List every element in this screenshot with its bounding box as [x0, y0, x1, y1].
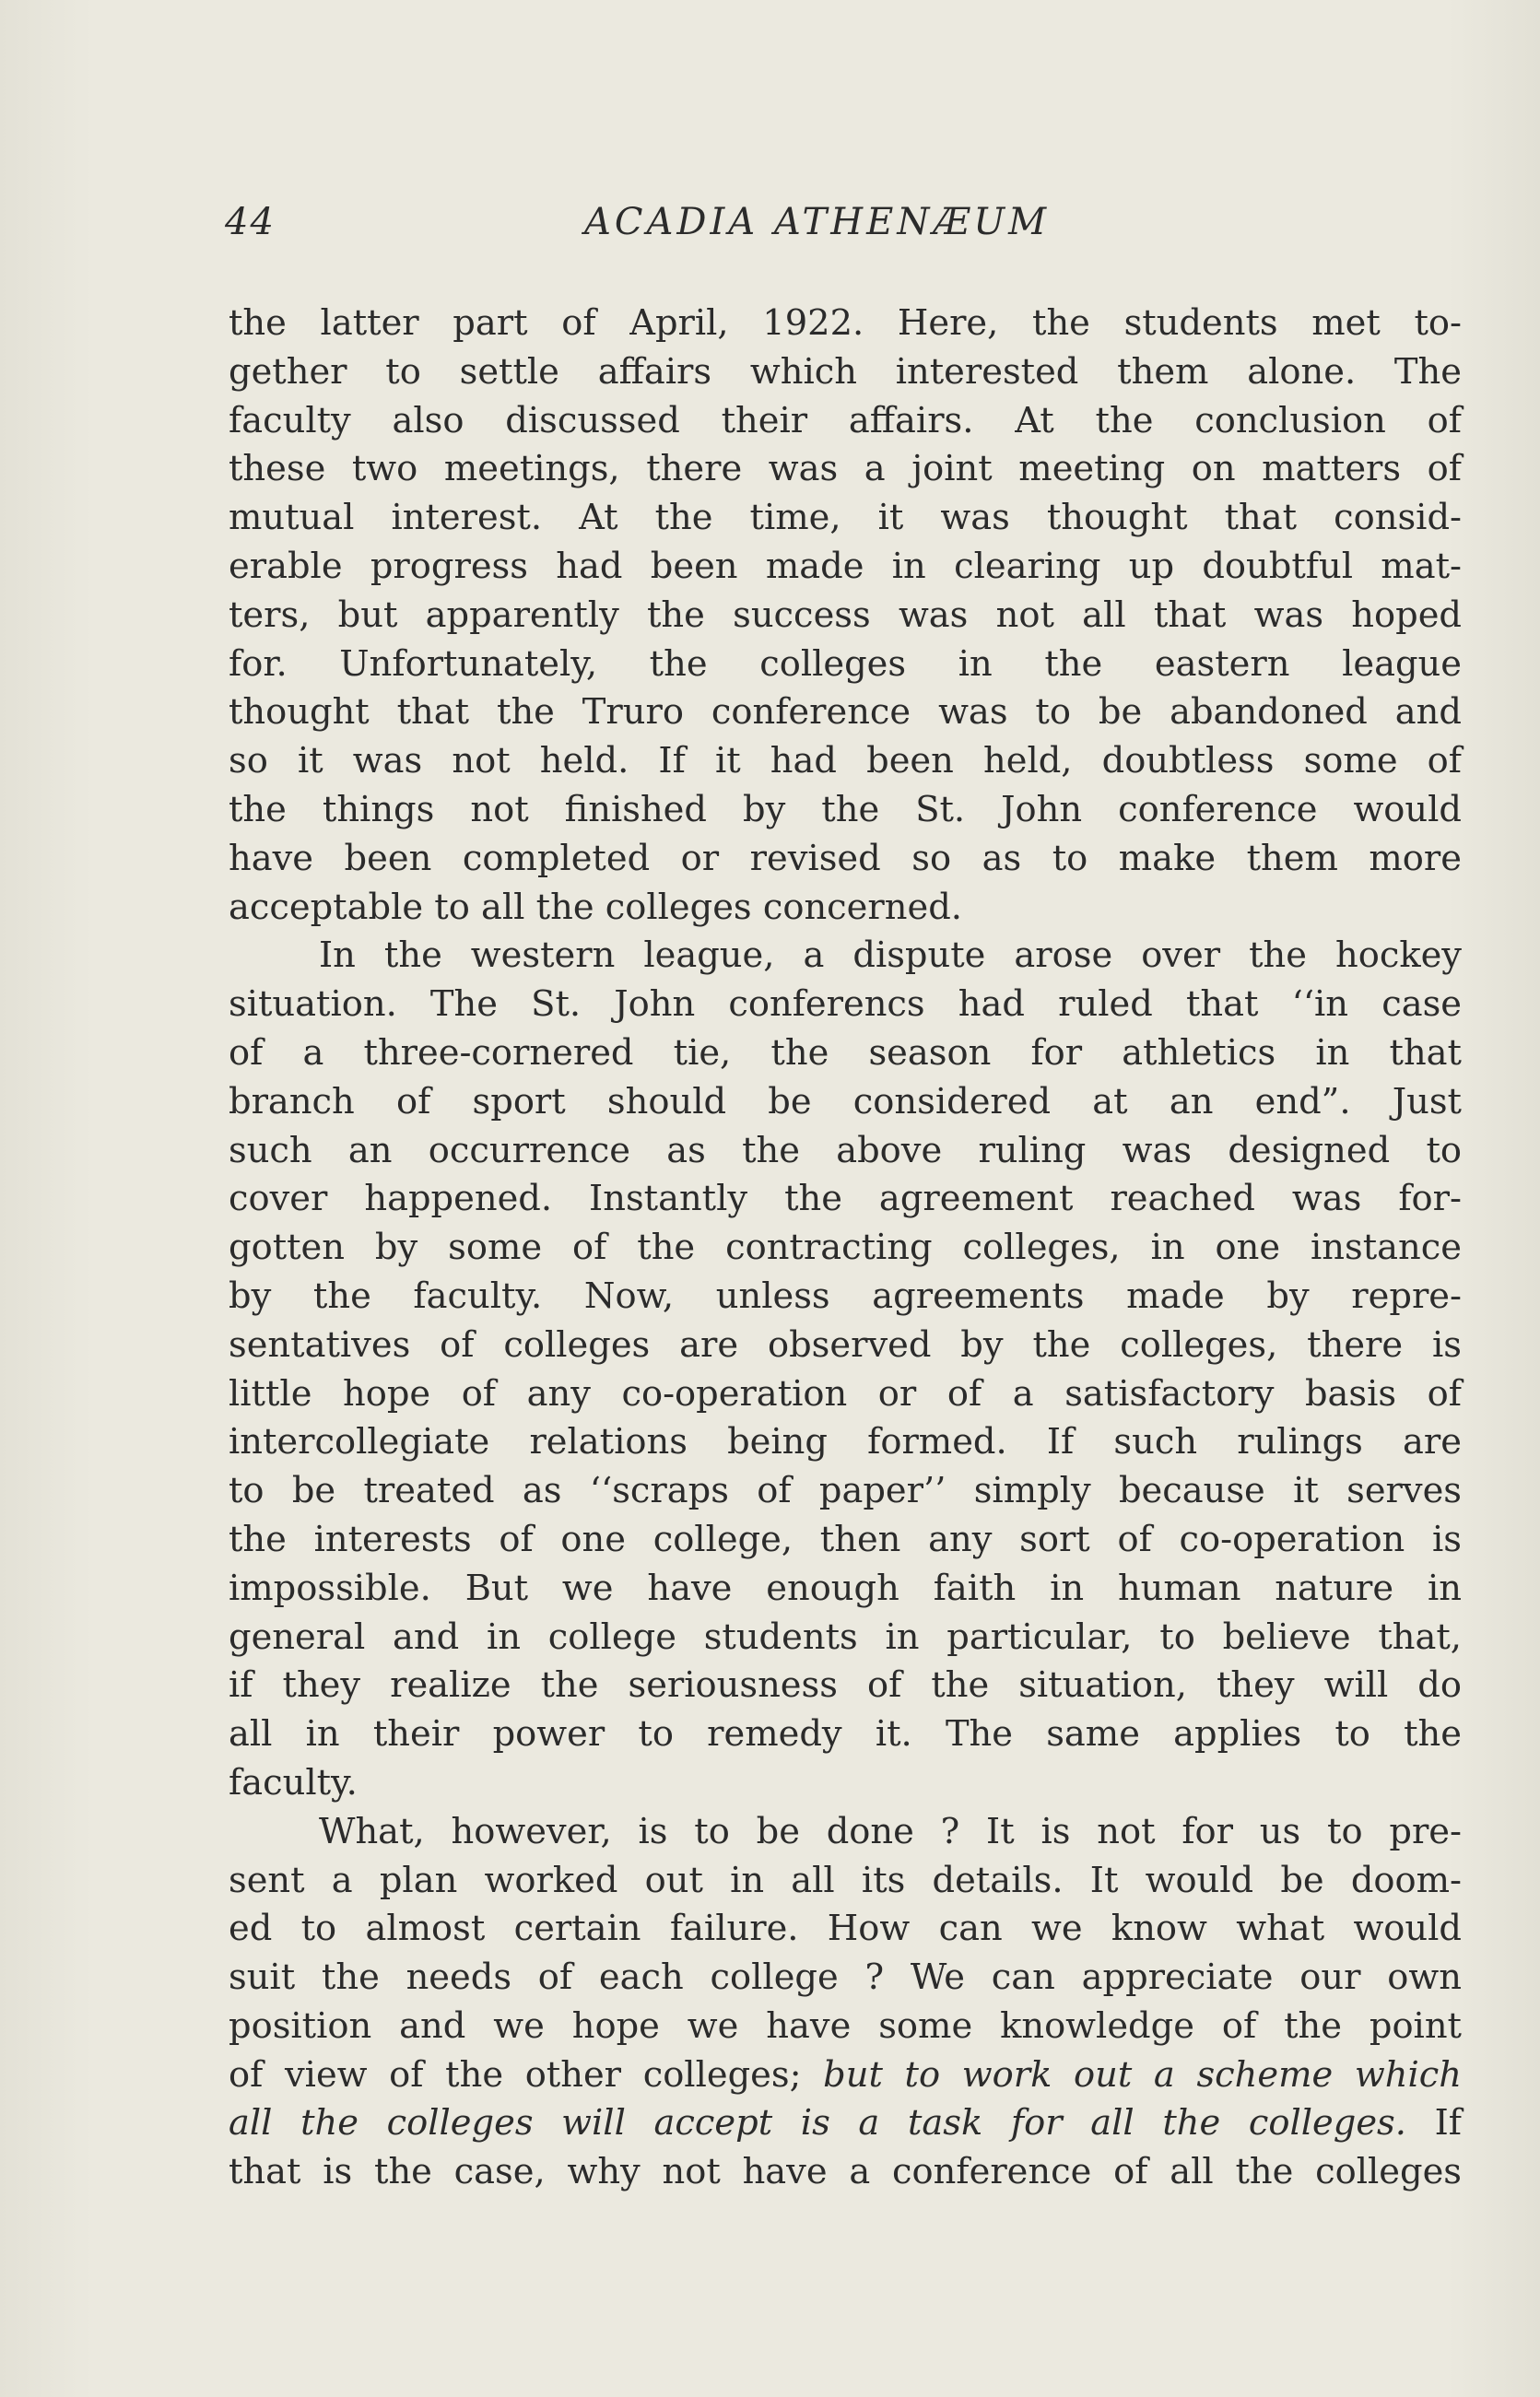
text-line: these two meetings, there was a joint meeting on matters of: [229, 448, 1462, 490]
plain-segment: of view of the other colleges;: [229, 2053, 824, 2096]
text-line: general and in college students in particular, to believe that,: [229, 1616, 1462, 1658]
text-line: all in their power to remedy it. The same applies to the: [229, 1713, 1462, 1756]
text-line: that is the case, why not have a conference of all the colleges: [229, 2151, 1462, 2193]
text-line: faculty.: [229, 1761, 358, 1804]
page-header: [225, 201, 1460, 256]
text-line: faculty also discussed their affairs. At the conclusion of: [229, 399, 1462, 441]
text-line: little hope of any co-operation or of a satisfactory basis of: [229, 1372, 1462, 1415]
text-line: to be treated as ‘‘scraps of paper’’ simply because it serves: [229, 1470, 1462, 1512]
text-line: sent a plan worked out in all its details. It would be doom-: [229, 1859, 1462, 1901]
text-line-mixed: [229, 2051, 1462, 2100]
text-line: by the faculty. Now, unless agreements made by repre-: [229, 1275, 1462, 1317]
text-line: gotten by some of the contracting colleges, in one instance: [229, 1227, 1462, 1269]
running-title: ACADIA ATHENÆUM: [584, 201, 1051, 243]
text-line: suit the needs of each college ? We can appreciate our own: [229, 1956, 1462, 1999]
text-line: the latter part of April, 1922. Here, the students met to-: [229, 302, 1462, 344]
italic-segment: but to work out a scheme which: [823, 2053, 1462, 2096]
text-line: mutual interest. At the time, it was thought that consid-: [229, 497, 1462, 539]
paragraph-2: [229, 932, 1462, 1807]
text-line: erable progress had been made in clearing up doubtful mat-: [229, 545, 1462, 587]
paragraph-3: [229, 1808, 1462, 2197]
text-line: sentatives of colleges are observed by the colleges, there is: [229, 1323, 1462, 1366]
text-line: such an occurrence as the above ruling was designed to: [229, 1129, 1462, 1171]
text-line: position and we hope we have some knowledge of the point: [229, 2004, 1462, 2047]
text-line: thought that the Truro conference was to be abandoned and: [229, 691, 1462, 734]
text-line: branch of sport should be considered at an end”. Just: [229, 1080, 1462, 1122]
text-line: What, however, is to be done ? It is not for us to pre-: [319, 1810, 1462, 1852]
page-number: 44: [225, 201, 276, 243]
text-line: acceptable to all the colleges concerned.: [229, 886, 962, 928]
text-line: intercollegiate relations being formed. If such rulings are: [229, 1421, 1462, 1463]
text-line: ters, but apparently the success was not all that was hoped: [229, 593, 1462, 636]
text-line: situation. The St. John conferencs had ruled that ‘‘in case: [229, 983, 1462, 1026]
text-line: ed to almost certain failure. How can we know what would: [229, 1908, 1462, 1950]
italic-segment: all the colleges will accept is a task for all the colleges.: [229, 2102, 1406, 2144]
text-line: the interests of one college, then any sort of co-operation is: [229, 1518, 1462, 1560]
text-line: impossible. But we have enough faith in human nature in: [229, 1567, 1462, 1609]
text-line: have been completed or revised so as to make them more: [229, 837, 1462, 879]
text-line: if they realize the seriousness of the situation, they will do: [229, 1664, 1462, 1707]
plain-segment: If: [1405, 2102, 1462, 2144]
text-line: the things not finished by the St. John conference would: [229, 788, 1462, 830]
body-text: [229, 300, 1462, 2197]
paragraph-1: [229, 300, 1462, 932]
text-line-mixed: [229, 2099, 1462, 2148]
text-line: cover happened. Instantly the agreement reached was for-: [229, 1178, 1462, 1220]
text-line: In the western league, a dispute arose over the hockey: [319, 934, 1462, 977]
text-line: of a three-cornered tie, the season for athletics in that: [229, 1031, 1462, 1074]
text-line: for. Unfortunately, the colleges in the eastern league: [229, 642, 1462, 685]
text-line: so it was not held. If it had been held, doubtless some of: [229, 740, 1462, 782]
text-line: gether to settle affairs which interested them alone. The: [229, 350, 1462, 393]
